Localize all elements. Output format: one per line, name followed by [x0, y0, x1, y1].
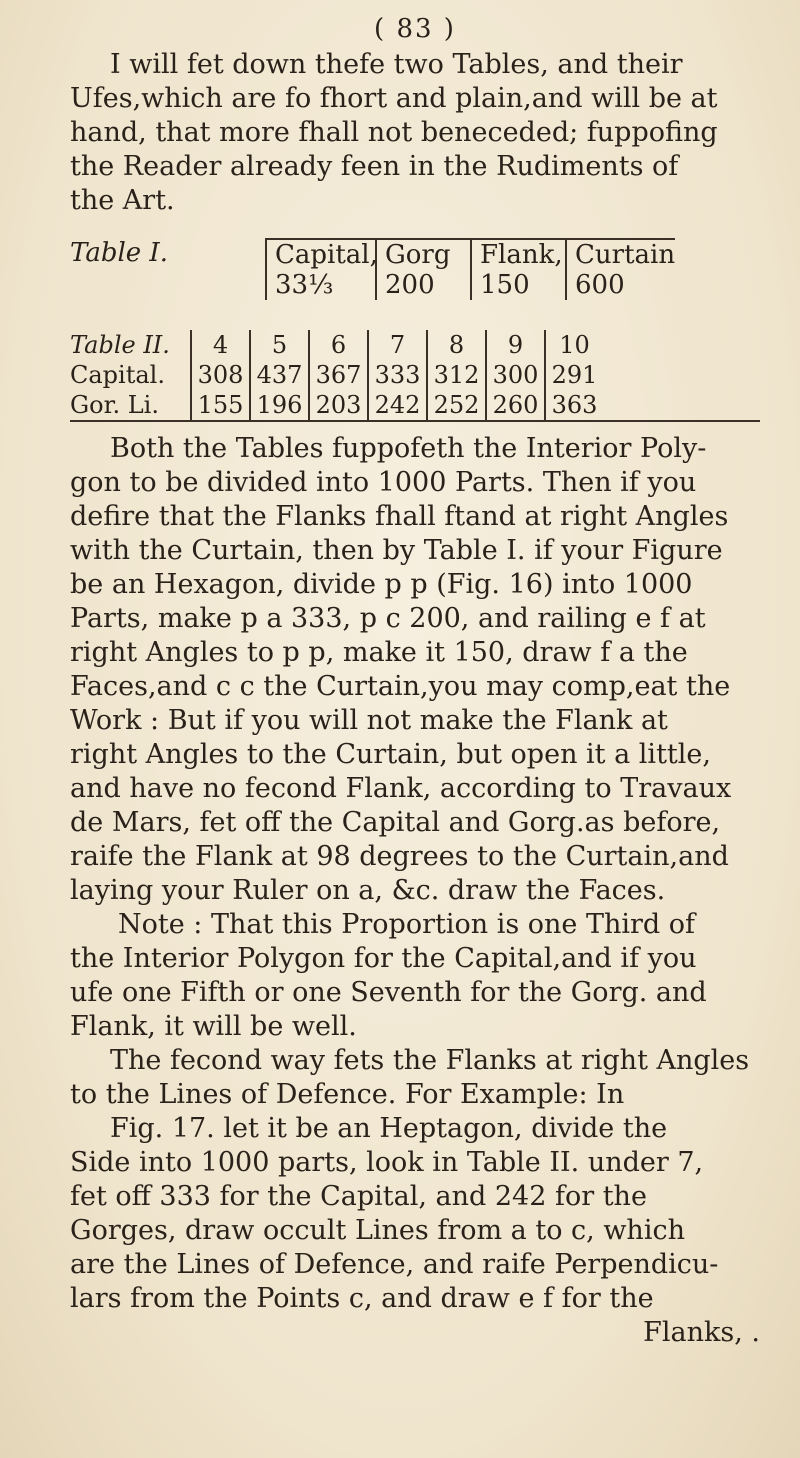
table-cell: 203: [308, 390, 367, 420]
text-line: the Reader already feen in the Rudiments of: [70, 151, 679, 182]
table-cell: 308: [190, 360, 249, 390]
table-cell: 33⅓: [265, 270, 375, 300]
table-one: [70, 238, 760, 300]
text-line: be an Hexagon, divide p p (Fig. 16) into 1000: [70, 569, 693, 600]
table-cell: 242: [367, 390, 426, 420]
table-cell: 6: [308, 330, 367, 360]
table-cell: 5: [249, 330, 308, 360]
table-cell: 312: [426, 360, 485, 390]
text-line: Parts, make p a 333, p c 200, and railing e f at: [70, 603, 706, 634]
table-cell: 9: [485, 330, 544, 360]
text-line: Flanks, .: [643, 1317, 760, 1348]
table-one-label: Table I.: [70, 238, 168, 268]
table-one-grid: [265, 238, 675, 300]
text-line: Both the Tables fuppofeth the Interior Poly-: [110, 433, 707, 464]
body-text: [70, 432, 760, 1350]
table-cell: 200: [375, 270, 470, 300]
text-line: right Angles to the Curtain, but open it a little,: [70, 739, 711, 770]
text-line: gon to be divided into 1000 Parts. Then if you: [70, 467, 697, 498]
table-two-label: Table II.: [70, 331, 170, 359]
table-cell: 4: [190, 330, 249, 360]
table-cell: Curtain: [565, 238, 675, 270]
text-line: I will fet down thefe two Tables, and their: [110, 49, 683, 80]
text-line: Fig. 17. let it be an Heptagon, divide the: [110, 1113, 668, 1144]
page-number: ( 83 ): [374, 14, 456, 44]
text-line: Ufes,which are fo fhort and plain,and will be at: [70, 83, 718, 114]
text-line: Work : But if you will not make the Flank at: [70, 705, 668, 736]
table-cell: 367: [308, 360, 367, 390]
text-line: ufe one Fifth or one Seventh for the Gorg. and: [70, 977, 707, 1008]
table-cell: 437: [249, 360, 308, 390]
text-line: right Angles to p p, make it 150, draw f a the: [70, 637, 688, 668]
text-line: de Mars, fet off the Capital and Gorg.as before,: [70, 807, 721, 838]
table-two: [70, 330, 760, 422]
table-cell: 10: [544, 330, 603, 360]
text-line: are the Lines of Defence, and raife Perpendicu-: [70, 1249, 719, 1280]
table-cell: 150: [470, 270, 565, 300]
text-line: hand, that more fhall not beneceded; fuppofing: [70, 117, 718, 148]
text-line: and have no fecond Flank, according to Travaux: [70, 773, 732, 804]
table-cell: 252: [426, 390, 485, 420]
text-line: the Interior Polygon for the Capital,and if you: [70, 943, 697, 974]
table-cell: 291: [544, 360, 603, 390]
table-cell: 363: [544, 390, 603, 420]
text-line: lars from the Points c, and draw e f for the: [70, 1283, 654, 1314]
table-cell: 7: [367, 330, 426, 360]
table-cell: 600: [565, 270, 675, 300]
text-line: raife the Flank at 98 degrees to the Curtain,and: [70, 841, 729, 872]
table-cell: 155: [190, 390, 249, 420]
text-line: Gorges, draw occult Lines from a to c, which: [70, 1215, 685, 1246]
text-line: with the Curtain, then by Table I. if your Figure: [70, 535, 723, 566]
table-cell: Gorg: [375, 238, 470, 270]
intro-paragraph: [70, 48, 760, 218]
text-line: Note : That this Proportion is one Third of: [118, 909, 696, 940]
row-label: Capital.: [70, 361, 165, 389]
text-line: Faces,and c c the Curtain,you may comp,eat the: [70, 671, 731, 702]
text-line: Flank, it will be well.: [70, 1011, 357, 1042]
text-line: fet off 333 for the Capital, and 242 for the: [70, 1181, 647, 1212]
table-cell: 260: [485, 390, 544, 420]
table-cell: Flank,: [470, 238, 565, 270]
row-label: Gor. Li.: [70, 391, 159, 419]
text-line: defire that the Flanks fhall ftand at right Angles: [70, 501, 729, 532]
text-line: to the Lines of Defence. For Example: In: [70, 1079, 625, 1110]
text-line: Side into 1000 parts, look in Table II. under 7,: [70, 1147, 704, 1178]
table-row: [70, 360, 760, 390]
text-line: laying your Ruler on a, &c. draw the Faces.: [70, 875, 666, 906]
table-row: [70, 330, 760, 360]
table-cell: 300: [485, 360, 544, 390]
table-cell: 196: [249, 390, 308, 420]
text-line: The fecond way fets the Flanks at right Angles: [110, 1045, 750, 1076]
table-cell: Capital,: [265, 238, 375, 270]
text-line: the Art.: [70, 185, 175, 216]
table-cell: 8: [426, 330, 485, 360]
table-cell: 333: [367, 360, 426, 390]
table-row: [70, 390, 760, 422]
